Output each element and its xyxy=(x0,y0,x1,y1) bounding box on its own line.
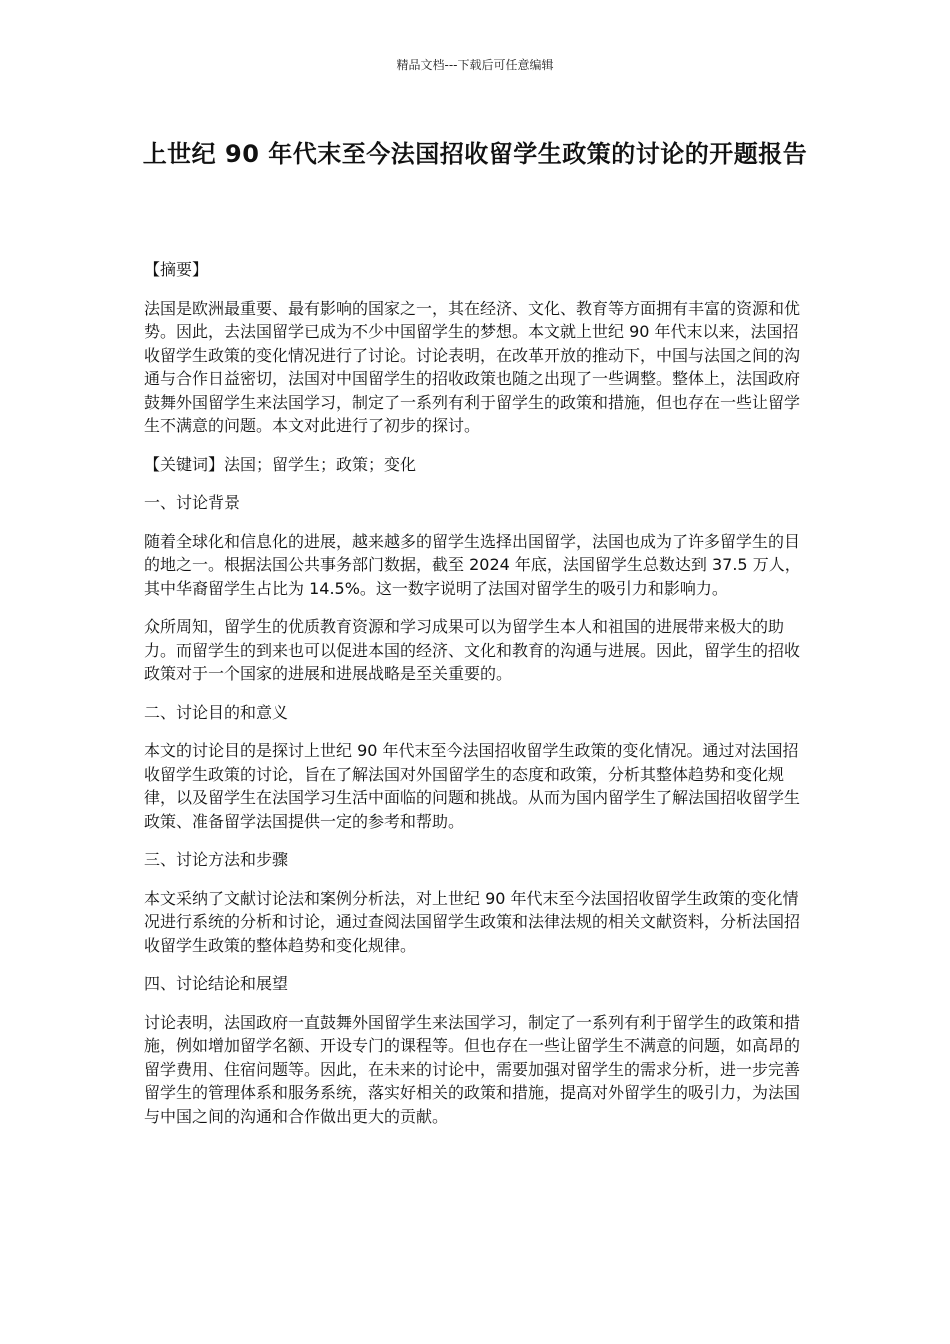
keywords: 【关键词】法国；留学生；政策；变化 xyxy=(144,454,417,474)
section-paragraph: 讨论表明，法国政府一直鼓舞外国留学生来法国学习，制定了一系列有利于留学生的政策和措施，例如增加留学名额、开设专门的课程等。但也存在一些让留学生不满意的问题，如高昂的留学费用、住宿问题等。因此，在未来的讨论中，需要加强对留学生的需求分析，进一步完善留学生的管理体系和服务系统，落实好相关的政策和措施，提高对外留学生的吸引力，为法国与中国之间的沟通和合作做出更大的贡献。 xyxy=(144,1012,801,1126)
section-paragraph: 本文采纳了文献讨论法和案例分析法，对上世纪 90 年代末至今法国招收留学生政策的变化情况进行系统的分析和讨论，通过查阅法国留学生政策和法律法规的相关文献资料，分析法国招收留学生政策的整体趋势和变化规律。 xyxy=(144,888,801,955)
abstract-text: 法国是欧洲最重要、最有影响的国家之一，其在经济、文化、教育等方面拥有丰富的资源和优势。因此，去法国留学已成为不少中国留学生的梦想。本文就上世纪 90 年代末以来，法国招收留学生政策的变化情况进行了讨论。讨论表明，在改革开放的推动下，中国与法国之间的沟通与合作日益密切，法国对中国留学生的招收政策也随之出现了一些调整。整体上，法国政府鼓舞外国留学生来法国学习，制定了一系列有利于留学生的政策和措施，但也存在一些让留学生不满意的问题。本文对此进行了初步的探讨。 xyxy=(144,298,801,435)
section-paragraph: 众所周知，留学生的优质教育资源和学习成果可以为留学生本人和祖国的进展带来极大的助力。而留学生的到来也可以促进本国的经济、文化和教育的沟通与进展。因此，留学生的招收政策对于一个国家的进展和进展战略是至关重要的。 xyxy=(144,617,801,683)
section-heading-method: 三、讨论方法和步骤 xyxy=(144,850,289,869)
page-header-watermark: 精品文档---下载后可任意编辑 xyxy=(396,58,554,72)
document-title: 上世纪 90 年代末至今法国招收留学生政策的讨论的开题报告 xyxy=(142,140,808,168)
document-body xyxy=(144,258,808,1143)
section-heading-conclusion: 四、讨论结论和展望 xyxy=(144,974,289,993)
section-paragraph: 随着全球化和信息化的进展，越来越多的留学生选择出国留学，法国也成为了许多留学生的目的地之一。根据法国公共事务部门数据，截至 2024 年底，法国留学生总数达到 37.5 万人，其中华裔留学生占比为 14.5%。这一数字说明了法国对留学生的吸引力和影响力。 xyxy=(144,531,801,598)
abstract-heading: 【摘要】 xyxy=(144,260,209,279)
section-heading-purpose: 二、讨论目的和意义 xyxy=(144,702,289,722)
section-paragraph: 本文的讨论目的是探讨上世纪 90 年代末至今法国招收留学生政策的变化情况。通过对法国招收留学生政策的讨论，旨在了解法国对外国留学生的态度和政策，分析其整体趋势和变化规律，以及留学生在法国学习生活中面临的问题和挑战。从而为国内留学生了解法国招收留学生政策、准备留学法国提供一定的参考和帮助。 xyxy=(144,741,801,831)
section-heading-background: 一、讨论背景 xyxy=(144,493,241,512)
